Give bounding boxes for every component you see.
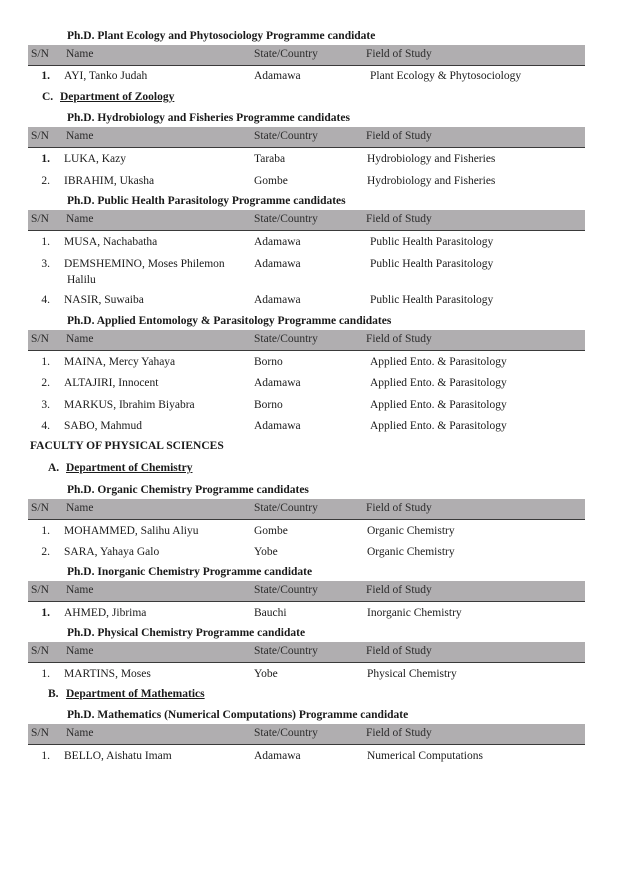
table-row <box>0 257 620 293</box>
row-state: Gombe <box>254 175 288 187</box>
table-header <box>28 45 585 66</box>
header-state: State/Country <box>254 502 318 514</box>
row-sn: 2. <box>41 377 50 389</box>
header-state: State/Country <box>254 645 318 657</box>
row-name: NASIR, Suwaiba <box>64 294 144 306</box>
row-state: Adamawa <box>254 258 301 270</box>
row-name: MAINA, Mercy Yahaya <box>64 356 176 368</box>
row-field: Applied Ento. & Parasitology <box>370 399 507 411</box>
header-field: Field of Study <box>366 584 432 596</box>
department-title <box>42 91 174 103</box>
table-header <box>28 127 585 148</box>
row-name: MARTINS, Moses <box>64 668 151 680</box>
table-header <box>28 724 585 745</box>
table-row <box>0 398 620 418</box>
row-field: Plant Ecology & Phytosociology <box>370 70 522 82</box>
header-sn: S/N <box>31 130 49 142</box>
header-name: Name <box>66 333 94 345</box>
row-state: Borno <box>254 356 283 368</box>
row-state: Adamawa <box>254 236 301 248</box>
row-state: Adamawa <box>254 377 301 389</box>
department-name: Department of Chemistry <box>66 462 193 474</box>
row-state: Adamawa <box>254 70 301 82</box>
table-row <box>0 545 620 565</box>
header-name: Name <box>66 645 94 657</box>
faculty-title: FACULTY OF PHYSICAL SCIENCES <box>30 440 224 452</box>
header-name: Name <box>66 584 94 596</box>
row-field: Organic Chemistry <box>367 525 455 537</box>
header-field: Field of Study <box>366 48 432 60</box>
department-letter: A. <box>48 462 60 474</box>
programme-title: Ph.D. Physical Chemistry Programme candidate <box>67 627 306 639</box>
header-field: Field of Study <box>366 645 432 657</box>
row-sn: 4. <box>41 294 50 306</box>
header-state: State/Country <box>254 333 318 345</box>
header-state: State/Country <box>254 213 318 225</box>
row-state: Yobe <box>254 546 278 558</box>
programme-title: Ph.D. Mathematics (Numerical Computations) Programme candidate <box>67 709 409 721</box>
row-sn: 1. <box>41 607 50 619</box>
table-row <box>0 152 620 172</box>
row-state: Yobe <box>254 668 278 680</box>
table-row <box>0 69 620 89</box>
row-state: Bauchi <box>254 607 287 619</box>
row-state: Gombe <box>254 525 288 537</box>
row-field: Hydrobiology and Fisheries <box>367 153 496 165</box>
row-name-continued: Halilu <box>67 274 96 286</box>
table-row <box>0 293 620 313</box>
table-row <box>0 606 620 626</box>
row-field: Numerical Computations <box>367 750 483 762</box>
programme-title: Ph.D. Organic Chemistry Programme candidates <box>67 484 309 496</box>
row-name: BELLO, Aishatu Imam <box>64 750 172 762</box>
row-state: Taraba <box>254 153 286 165</box>
row-name: AYI, Tanko Judah <box>64 70 148 82</box>
table-row <box>0 174 620 194</box>
row-sn: 2. <box>41 175 50 187</box>
row-state: Borno <box>254 399 283 411</box>
table-row <box>0 235 620 255</box>
row-name: AHMED, Jibrima <box>64 607 147 619</box>
row-field: Applied Ento. & Parasitology <box>370 356 507 368</box>
table-header <box>28 581 585 602</box>
programme-title: Ph.D. Public Health Parasitology Programme candidates <box>67 195 346 207</box>
header-field: Field of Study <box>366 502 432 514</box>
department-title <box>48 688 205 700</box>
programme-title: Ph.D. Inorganic Chemistry Programme candidate <box>67 566 313 578</box>
table-row <box>0 376 620 396</box>
row-sn: 3. <box>41 258 50 270</box>
row-field: Organic Chemistry <box>367 546 455 558</box>
row-name: SARA, Yahaya Galo <box>64 546 160 558</box>
department-letter: C. <box>42 91 54 103</box>
row-name: LUKA, Kazy <box>64 153 126 165</box>
row-state: Adamawa <box>254 750 301 762</box>
header-name: Name <box>66 48 94 60</box>
table-row <box>0 524 620 544</box>
header-field: Field of Study <box>366 333 432 345</box>
header-field: Field of Study <box>366 727 432 739</box>
row-sn: 3. <box>41 399 50 411</box>
row-sn: 1. <box>41 153 50 165</box>
row-field: Applied Ento. & Parasitology <box>370 420 507 432</box>
row-sn: 1. <box>41 356 50 368</box>
row-name: SABO, Mahmud <box>64 420 142 432</box>
table-header <box>28 330 585 351</box>
table-row <box>0 419 620 439</box>
header-state: State/Country <box>254 584 318 596</box>
row-field: Inorganic Chemistry <box>367 607 462 619</box>
department-letter: B. <box>48 688 59 700</box>
row-sn: 1. <box>41 70 50 82</box>
row-name: DEMSHEMINO, Moses Philemon <box>64 258 225 270</box>
programme-title: Ph.D. Applied Entomology & Parasitology Programme candidates <box>67 315 392 327</box>
row-sn: 1. <box>41 236 50 248</box>
programme-title: Ph.D. Hydrobiology and Fisheries Programme candidates <box>67 112 350 124</box>
table-header <box>28 642 585 663</box>
table-row <box>0 749 620 769</box>
header-sn: S/N <box>31 645 49 657</box>
header-sn: S/N <box>31 727 49 739</box>
row-sn: 4. <box>41 420 50 432</box>
header-state: State/Country <box>254 48 318 60</box>
row-sn: 1. <box>41 525 50 537</box>
header-name: Name <box>66 213 94 225</box>
row-name: IBRAHIM, Ukasha <box>64 175 155 187</box>
department-name: Department of Mathematics <box>66 688 205 700</box>
header-state: State/Country <box>254 130 318 142</box>
row-field: Physical Chemistry <box>367 668 457 680</box>
row-field: Public Health Parasitology <box>370 236 494 248</box>
row-field: Public Health Parasitology <box>370 294 494 306</box>
row-name: MUSA, Nachabatha <box>64 236 158 248</box>
row-field: Public Health Parasitology <box>370 258 494 270</box>
header-sn: S/N <box>31 502 49 514</box>
header-name: Name <box>66 727 94 739</box>
row-sn: 2. <box>41 546 50 558</box>
header-field: Field of Study <box>366 213 432 225</box>
row-name: MARKUS, Ibrahim Biyabra <box>64 399 195 411</box>
row-state: Adamawa <box>254 420 301 432</box>
table-row <box>0 355 620 375</box>
table-header <box>28 499 585 520</box>
header-name: Name <box>66 502 94 514</box>
table-row <box>0 667 620 687</box>
header-name: Name <box>66 130 94 142</box>
header-sn: S/N <box>31 48 49 60</box>
department-title <box>48 462 192 474</box>
table-header <box>28 210 585 231</box>
row-state: Adamawa <box>254 294 301 306</box>
row-sn: 1. <box>41 750 50 762</box>
header-sn: S/N <box>31 213 49 225</box>
row-field: Applied Ento. & Parasitology <box>370 377 507 389</box>
header-state: State/Country <box>254 727 318 739</box>
row-name: ALTAJIRI, Innocent <box>64 377 159 389</box>
row-field: Hydrobiology and Fisheries <box>367 175 496 187</box>
header-field: Field of Study <box>366 130 432 142</box>
programme-title: Ph.D. Plant Ecology and Phytosociology Programme candidate <box>67 30 376 42</box>
header-sn: S/N <box>31 584 49 596</box>
row-sn: 1. <box>41 668 50 680</box>
header-sn: S/N <box>31 333 49 345</box>
row-name: MOHAMMED, Salihu Aliyu <box>64 525 199 537</box>
department-name: Department of Zoology <box>60 91 175 103</box>
